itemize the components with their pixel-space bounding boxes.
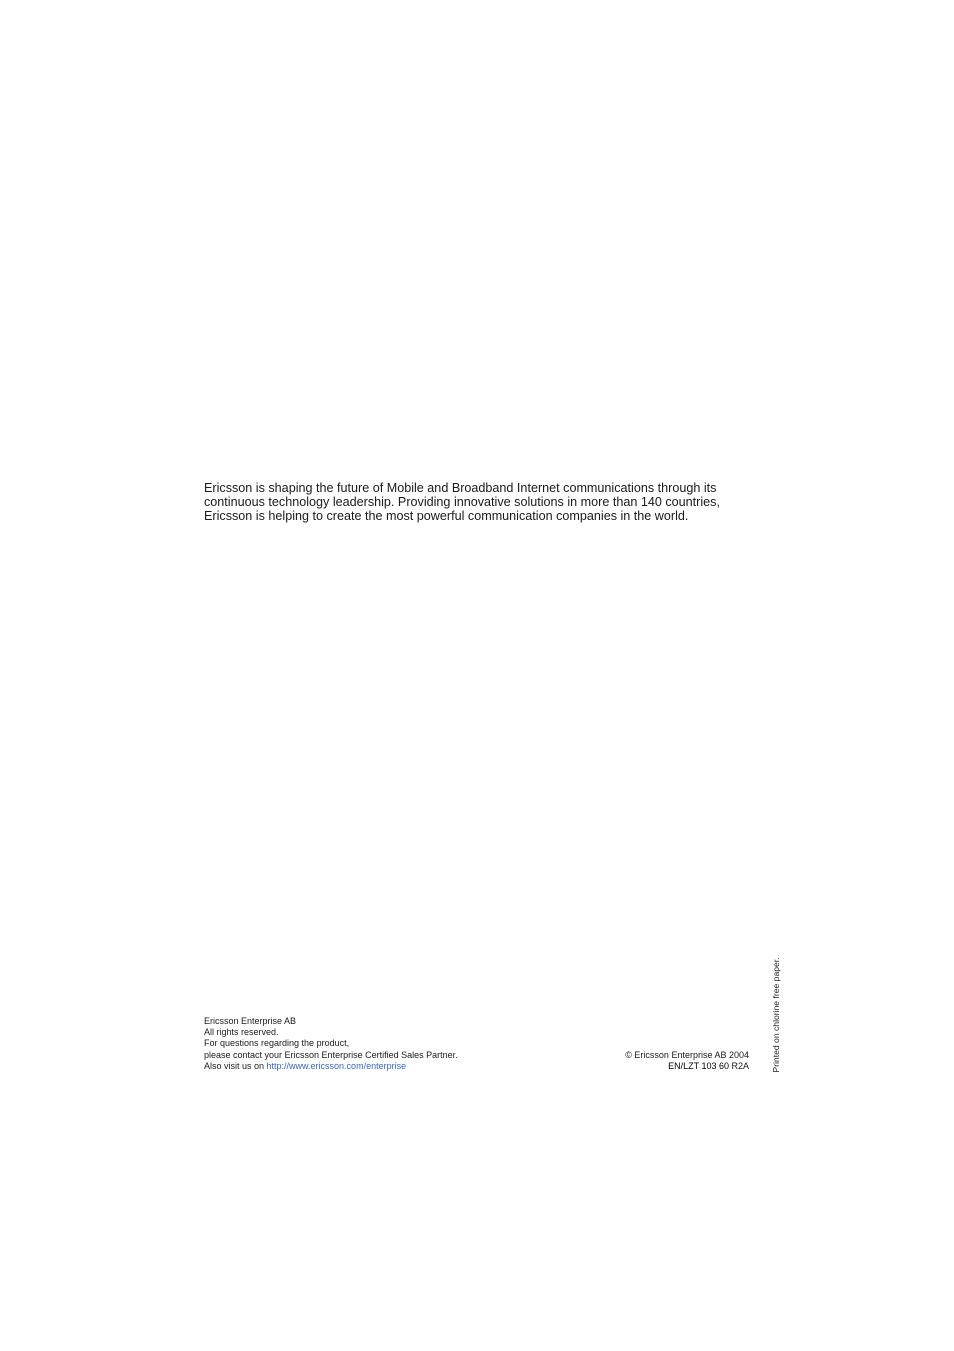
paper-note <box>770 953 781 1076</box>
intro-line-3: Ericsson is helping to create the most powerful communication companies in the world. <box>204 509 689 524</box>
footer-contact-block <box>204 1016 458 1072</box>
intro-line-2: continuous technology leadership. Providing innovative solutions in more than 140 countries, <box>204 495 720 510</box>
revision-code: R2A <box>728 1060 749 1071</box>
copyright-text: © Ericsson Enterprise AB 2004 <box>625 1049 749 1060</box>
visit-prefix: Also visit us on <box>204 1060 267 1071</box>
paper-note-text: Printed on chlorine free paper. <box>770 956 781 1073</box>
rights-notice: All rights reserved. <box>204 1027 279 1038</box>
website-link[interactable]: http://www.ericsson.com/enterprise <box>266 1060 407 1071</box>
intro-paragraph <box>204 481 744 524</box>
footer-copyright-block <box>625 1050 749 1072</box>
company-name: Ericsson Enterprise AB <box>204 1016 297 1026</box>
questions-text: For questions regarding the product, <box>204 1038 350 1049</box>
contact-text: please contact your Ericsson Enterprise Certified Sales Partner. <box>204 1049 458 1060</box>
document-number: EN/LZT 103 60 <box>668 1060 729 1071</box>
visit-line <box>204 1061 458 1072</box>
intro-line-1: Ericsson is shaping the future of Mobile and Broadband Internet communications through its <box>204 481 717 495</box>
document-number-line <box>625 1061 749 1072</box>
